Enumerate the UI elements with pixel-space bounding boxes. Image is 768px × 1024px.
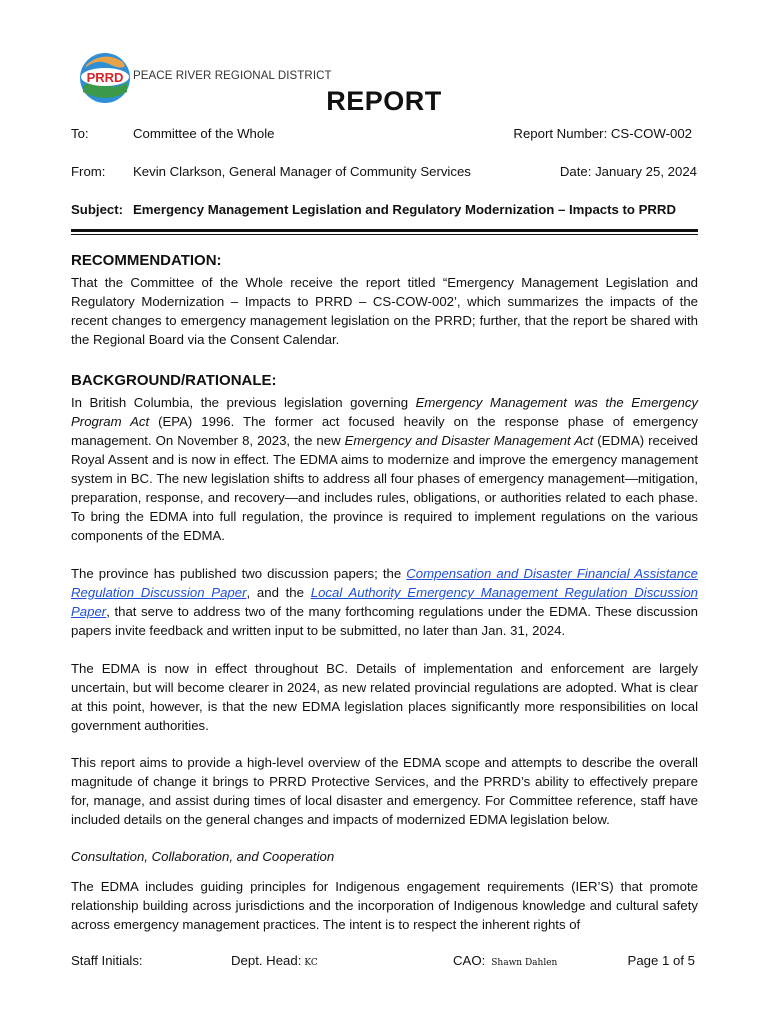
consultation-subheading: Consultation, Collaboration, and Cooperation (71, 849, 335, 864)
subject-value: Emergency Management Legislation and Regulatory Modernization – Impacts to PRRD (133, 202, 676, 217)
logo-letters: PRRD (86, 70, 124, 85)
report-number: Report Number: CS-COW-002 (513, 126, 692, 141)
org-name: PEACE RIVER REGIONAL DISTRICT (133, 70, 332, 82)
background-heading: BACKGROUND/RATIONALE: (71, 372, 277, 389)
staff-initials-label: Staff Initials: (71, 953, 143, 968)
background-paragraph-1: In British Columbia, the previous legislation governing Emergency Management was the Emergency Program Act (EPA) 1996. The former act focused heavily on the response phase of emergency management. On November 8, 2023, the new Emergency and Disaster Management Act (EDMA) received Royal Assent and is now in effect. The EDMA aims to modernize and improve the emergency management system in BC. The new legislation shifts to address all four phases of emergency management—mitigation, preparation, response, and recovery—and includes rules, obligations, or authorities related to each phase. To bring the EDMA into full regulation, the province is required to implement regulations on the various components of the EDMA. (71, 395, 699, 543)
to-value: Committee of the Whole (133, 126, 275, 141)
background-paragraph-2: The province has published two discussion papers; the Compensation and Disaster Financial Assistance Regulation Discussion Paper, and the Local Authority Emergency Management Regulation Discussion Paper, that serve to address two of the many forthcoming regulations under the EDMA. These discussion papers invite feedback and written input to be submitted, no later than Jan. 31, 2024. (71, 566, 699, 638)
background-paragraph-4: This report aims to provide a high-level overview of the EDMA scope and attempts to describe the overall magnitude of change it brings to PRRD Protective Services, and the PRRD’s ability to effectively prepare for, manage, and assist during times of local disaster and emergency. For Committee reference, staff have included details on the general changes and impacts of modernized EDMA legislation below. (71, 755, 698, 827)
background-paragraph-3: The EDMA is now in effect throughout BC. Details of implementation and enforcement are largely uncertain, but will become clearer in 2024, as new related provincial regulations are adopted. What is clear at this point, however, is that the new EDMA legislation places significantly more responsibilities on local government authorities. (71, 661, 698, 733)
recommendation-text: That the Committee of the Whole receive the report titled “Emergency Management Legislation and Regulatory Modernization – Impacts to PRRD – CS-COW-002’, which summarizes the impacts of the recent changes to emergency management legislation on the PRRD; further, that the report be shared with the Regional Board via the Consent Calendar. (71, 275, 698, 347)
from-label: From: (71, 164, 106, 179)
header-divider-thick (71, 229, 698, 232)
dept-head-initials: KC (304, 958, 318, 968)
to-label: To: (71, 126, 89, 141)
dept-head: Dept. Head: KC (231, 953, 318, 968)
background-paragraph-5: The EDMA includes guiding principles for Indigenous engagement requirements (IER’S) that promote relationship building across jurisdictions and the incorporation of Indigenous knowledge and cultural safety across emergency management practices. The intent is to respect the inherent rights of (71, 879, 698, 932)
compensation-paper-link[interactable]: Compensation and Disaster Financial Assistance Regulation Discussion Paper (71, 566, 698, 600)
cao-signature: Shawn Dahlen (491, 958, 558, 968)
from-value: Kevin Clarkson, General Manager of Community Services (133, 164, 471, 179)
recommendation-heading: RECOMMENDATION: (71, 252, 222, 269)
local-authority-paper-link[interactable]: Local Authority Emergency Management Regulation Discussion Paper (71, 585, 699, 619)
page-number: Page 1 of 5 (627, 953, 695, 968)
report-date: Date: January 25, 2024 (559, 164, 697, 179)
subject-label: Subject: (71, 202, 124, 217)
page-title: REPORT (326, 86, 442, 116)
cao: CAO: Shawn Dahlen (453, 953, 558, 968)
header-divider-thin (71, 234, 698, 235)
